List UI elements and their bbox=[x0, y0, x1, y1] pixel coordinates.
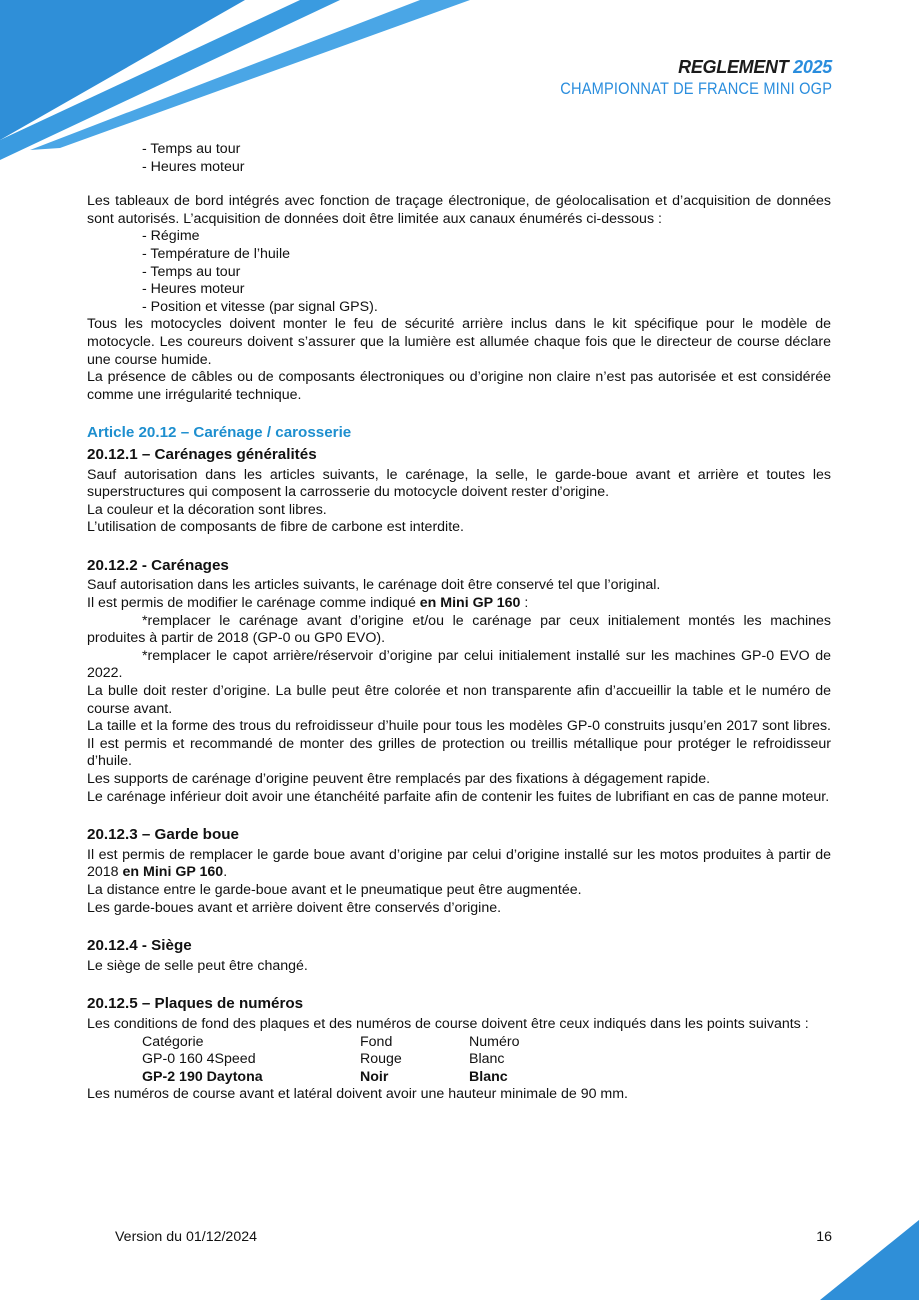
table-cell: GP-0 160 4Speed bbox=[142, 1051, 256, 1068]
text-run: : bbox=[520, 595, 529, 612]
text-run: Il est permis de modifier le carénage comme indiqué bbox=[87, 595, 420, 612]
text-run-bold: en Mini GP 160 bbox=[122, 864, 224, 881]
list-item: - Régime bbox=[142, 228, 200, 245]
table-header: Numéro bbox=[469, 1033, 520, 1050]
section-title: 20.12.4 - Siège bbox=[87, 937, 192, 955]
paragraph bbox=[87, 847, 831, 882]
paragraph: La bulle doit rester d’origine. La bulle peut être colorée et non transparente afin d’accueillir la table et le numéro de course avant. bbox=[87, 683, 831, 717]
paragraph: La distance entre le garde-boue avant et le pneumatique peut être augmentée. bbox=[87, 881, 582, 898]
table-row bbox=[142, 1069, 519, 1087]
text-run: . bbox=[223, 864, 228, 881]
list-item: - Temps au tour bbox=[142, 263, 241, 280]
paragraph: *remplacer le carénage avant d’origine et/ou le carénage par ceux initialement montés les machines produites à partir de 2018 (GP-0 ou GP0 EVO). bbox=[87, 612, 831, 647]
table-header: Fond bbox=[360, 1033, 393, 1050]
section-title: 20.12.2 - Carénages bbox=[87, 556, 229, 574]
document-header bbox=[516, 56, 832, 100]
table-cell: GP-2 190 Daytona bbox=[142, 1068, 263, 1085]
text-run-bold: en Mini GP 160 bbox=[419, 595, 521, 612]
paragraph: La couleur et la décoration sont libres. bbox=[87, 501, 327, 518]
paragraph: La taille et la forme des trous du refroidisseur d’huile pour tous les modèles GP-0 construits jusqu’en 2017 sont libres. Il est permis et recommandé de monter des grilles de protection ou treillis métallique pour protéger le refroidisseur d’huile. bbox=[87, 718, 831, 770]
text-run: Il est permis de remplacer le garde boue avant d’origine par celui d’origine installé sur les motos produites à partir de 2018 bbox=[87, 846, 831, 881]
table-row bbox=[142, 1051, 519, 1069]
section-title: 20.12.3 – Garde boue bbox=[87, 826, 239, 844]
table-header: Catégorie bbox=[142, 1033, 204, 1050]
paragraph: L’utilisation de composants de fibre de carbone est interdite. bbox=[87, 519, 464, 536]
paragraph: Les supports de carénage d’origine peuvent être remplacés par des fixations à dégagement rapide. bbox=[87, 771, 711, 787]
list-item: - Position et vitesse (par signal GPS). bbox=[142, 298, 378, 315]
paragraph: Les conditions de fond des plaques et des numéros de course doivent être ceux indiqués dans les points suivants : bbox=[87, 1015, 809, 1032]
article-title: Article 20.12 – Carénage / carosserie bbox=[87, 424, 352, 442]
paragraph: Les numéros de course avant et latéral doivent avoir une hauteur minimale de 90 mm. bbox=[87, 1086, 628, 1103]
list-item: - Heures moteur bbox=[142, 158, 245, 175]
page-number: 16 bbox=[816, 1229, 832, 1245]
section-title: 20.12.5 – Plaques de numéros bbox=[87, 995, 304, 1013]
footer-version: Version du 01/12/2024 bbox=[115, 1229, 257, 1245]
header-title-year: 2025 bbox=[793, 57, 832, 77]
paragraph: Le carénage inférieur doit avoir une étanchéité parfaite afin de contenir les fuites de lubrifiant en cas de panne moteur. bbox=[87, 788, 830, 805]
paragraph: Les garde-boues avant et arrière doivent être conservés d’origine. bbox=[87, 899, 502, 916]
table-cell: Blanc bbox=[469, 1068, 508, 1085]
table-cell: Blanc bbox=[469, 1051, 505, 1068]
list-item: - Heures moteur bbox=[142, 281, 245, 298]
paragraph: *remplacer le capot arrière/réservoir d’origine par celui initialement installé sur les machines GP-0 EVO de 2022. bbox=[87, 647, 831, 682]
paragraph bbox=[87, 595, 831, 613]
table-cell: Rouge bbox=[360, 1051, 402, 1068]
section-title: 20.12.1 – Carénages généralités bbox=[87, 445, 317, 463]
list-item: - Température de l’huile bbox=[142, 245, 290, 262]
paragraph-dashboard: Les tableaux de bord intégrés avec fonction de traçage électronique, de géolocalisation et d’acquisition de données sont autorisés. L’acquisition de données doit être limitée aux canaux énumérés ci-dessous : bbox=[87, 193, 831, 227]
list-item: - Temps au tour bbox=[142, 141, 241, 157]
paragraph: Sauf autorisation dans les articles suivants, le carénage doit être conservé tel que l’original. bbox=[87, 577, 661, 594]
paragraph-cables: La présence de câbles ou de composants électroniques ou d’origine non claire n’est pas autorisée et est considérée comme une irrégularité technique. bbox=[87, 369, 831, 403]
paragraph: Le siège de selle peut être changé. bbox=[87, 957, 308, 974]
header-subtitle: CHAMPIONNAT DE FRANCE MINI OGP bbox=[560, 79, 832, 98]
page-body bbox=[87, 141, 831, 1104]
table-cell: Noir bbox=[360, 1068, 389, 1085]
table-header-row bbox=[142, 1034, 519, 1052]
paragraph-light: Tous les motocycles doivent monter le feu de sécurité arrière inclus dans le kit spécifique pour le modèle de motocycle. Les coureurs doivent s’assurer que la lumière est allumée chaque fois que le directeur de course déclare une course humide. bbox=[87, 316, 831, 368]
number-plate-table bbox=[142, 1034, 519, 1087]
paragraph: Sauf autorisation dans les articles suivants, le carénage, la selle, le garde-boue avant et arrière et toutes les superstructures qui composent la carrosserie du motocycle doivent rester d’origine. bbox=[87, 466, 831, 501]
header-title-word: REGLEMENT bbox=[678, 57, 789, 77]
